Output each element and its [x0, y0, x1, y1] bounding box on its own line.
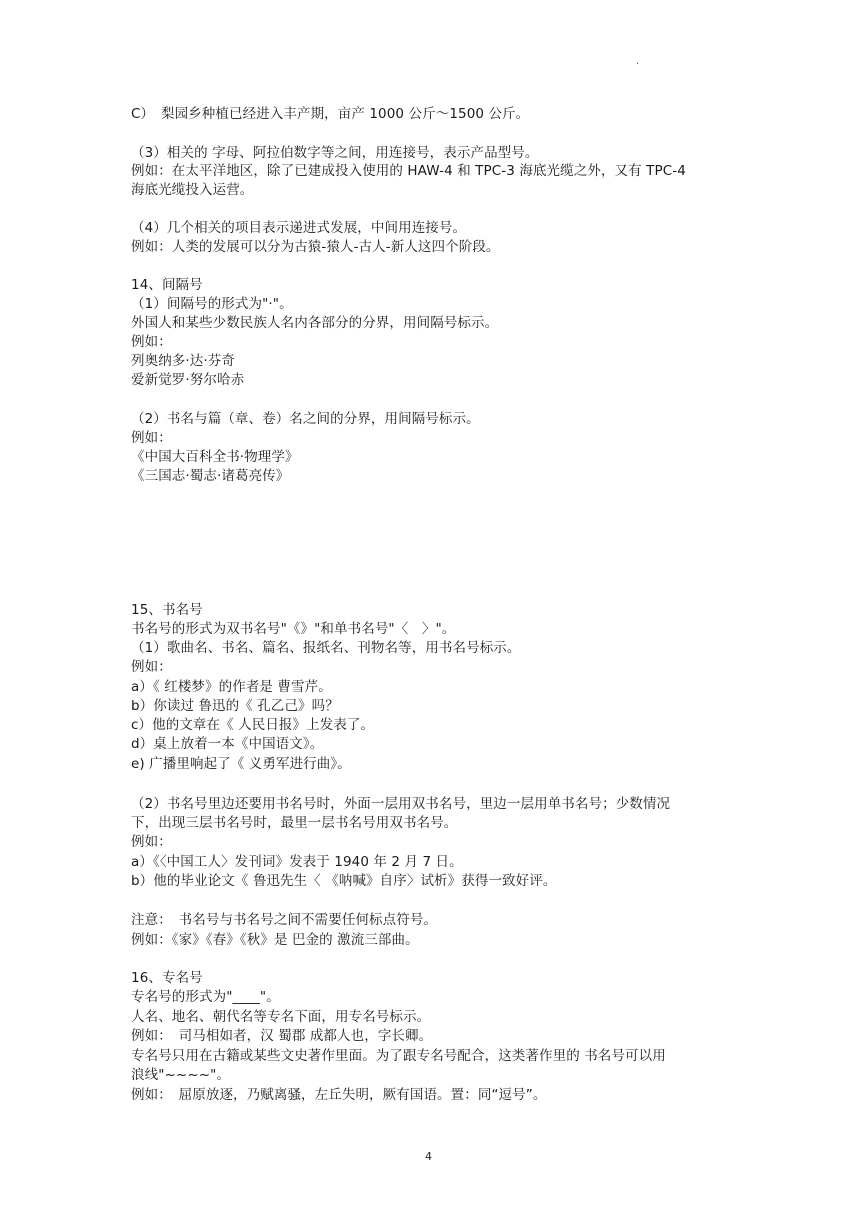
text-line-book-chapter-rule: （2）书名与篇（章、卷）名之间的分界，用间隔号标示。 — [131, 411, 480, 427]
text-line-nested-rule: （2）书名号里边还要用书名号时，外面一层用双书名号，里边一层用单书名号；少数情况 — [131, 796, 671, 812]
text-line-name-2: 爱新觉罗·努尔哈赤 — [131, 372, 245, 388]
text-line-example-cables-cont: 海底光缆投入运营。 — [131, 182, 254, 198]
text-line-nested-example-a: a）《〈中国工人〉发刊词》发表于 1940 年 2 月 7 日。 — [131, 854, 463, 870]
text-line-example-cables: 例如：在太平洋地区，除了已建成投入使用的 HAW-4 和 TPC-3 海底光缆之外，又有 TPC-4 — [131, 163, 686, 179]
section-heading-16: 16、专名号 — [131, 970, 203, 986]
text-line-example-label: 例如： — [131, 430, 172, 446]
text-line-classics-rule: 专名号只用在古籍或某些文史著作里面。为了跟专名号配合，这类著作里的 书名号可以用 — [131, 1048, 666, 1064]
text-line-foreign-names: 外国人和某些少数民族人名内各部分的分界，用间隔号标示。 — [131, 315, 499, 331]
text-line-proper-noun-rule: 人名、地名、朝代名等专名下面，用专名号标示。 — [131, 1009, 431, 1025]
text-line-nested-example-b: b）他的毕业论文《 鲁迅先生〈 《呐喊》自序〉试析》获得一致好评。 — [131, 873, 557, 889]
section-heading-15: 15、书名号 — [131, 602, 203, 618]
text-line-proper-noun-example: 例如： 司马相如者，汉 蜀郡 成都人也，字长卿。 — [131, 1028, 433, 1044]
text-line-example-b: b）你读过 鲁迅的《 孔乙己》吗？ — [131, 698, 339, 714]
text-line-nested-rule-cont: 下，出现三层书名号时，最里一层书名号用双书名号。 — [131, 815, 458, 831]
text-line-proper-noun-form: 专名号的形式为"____"。 — [131, 989, 280, 1005]
text-line-book-2: 《三国志·蜀志·诸葛亮传》 — [131, 468, 290, 484]
page-number: 4 — [425, 1150, 432, 1163]
text-line-hyphen-rule-3: （3）相关的 字母、阿拉伯数字等之间，用连接号，表示产品型号。 — [131, 145, 539, 161]
text-line-title-mark-rule-1: （1）歌曲名、书名、篇名、报纸名、刊物名等，用书名号标示。 — [131, 640, 521, 656]
text-line-book-1: 《中国大百科全书·物理学》 — [131, 449, 299, 465]
section-heading-14: 14、间隔号 — [131, 277, 203, 293]
text-line-example-evolution: 例如：人类的发展可以分为古猿-猿人-古人-新人这四个阶段。 — [131, 239, 500, 255]
text-line-example-label: 例如： — [131, 834, 172, 850]
text-line-interpunct-form: （1）间隔号的形式为"·"。 — [131, 296, 293, 312]
header-mark: . — [636, 56, 640, 67]
text-line-example-d: d）桌上放着一本《中国语文》。 — [131, 736, 324, 752]
text-line-example-label: 例如： — [131, 334, 172, 350]
text-line-example-a: a）《 红楼梦》的作者是 曹雪芹。 — [131, 679, 332, 695]
text-line-title-mark-form: 书名号的形式为双书名号"《》"和单书名号"〈 〉"。 — [131, 621, 456, 637]
text-line-classics-rule-cont: 浪线"~~~~"。 — [131, 1067, 231, 1083]
text-line-note: 注意： 书名号与书名号之间不需要任何标点符号。 — [131, 912, 438, 928]
text-line-name-1: 列奥纳多·达·芬奇 — [131, 353, 235, 369]
text-line-note-example: 例如：《家》《春》《秋》是 巴金的 激流三部曲。 — [131, 932, 419, 948]
text-line-example-label: 例如： — [131, 659, 172, 675]
text-line-example-c: c）他的文章在《 人民日报》上发表了。 — [131, 717, 375, 733]
text-line-example-e: e) 广播里响起了《 义勇军进行曲》。 — [131, 756, 351, 772]
text-line-harvest: C） 梨园乡种植已经进入丰产期，亩产 1000 公斤～1500 公斤。 — [131, 106, 530, 122]
text-line-classics-example: 例如： 屈原放逐，乃赋离骚，左丘失明，厥有国语。置：同“逗号”。 — [131, 1087, 547, 1103]
text-line-hyphen-rule-4: （4）几个相关的项目表示递进式发展，中间用连接号。 — [131, 220, 467, 236]
